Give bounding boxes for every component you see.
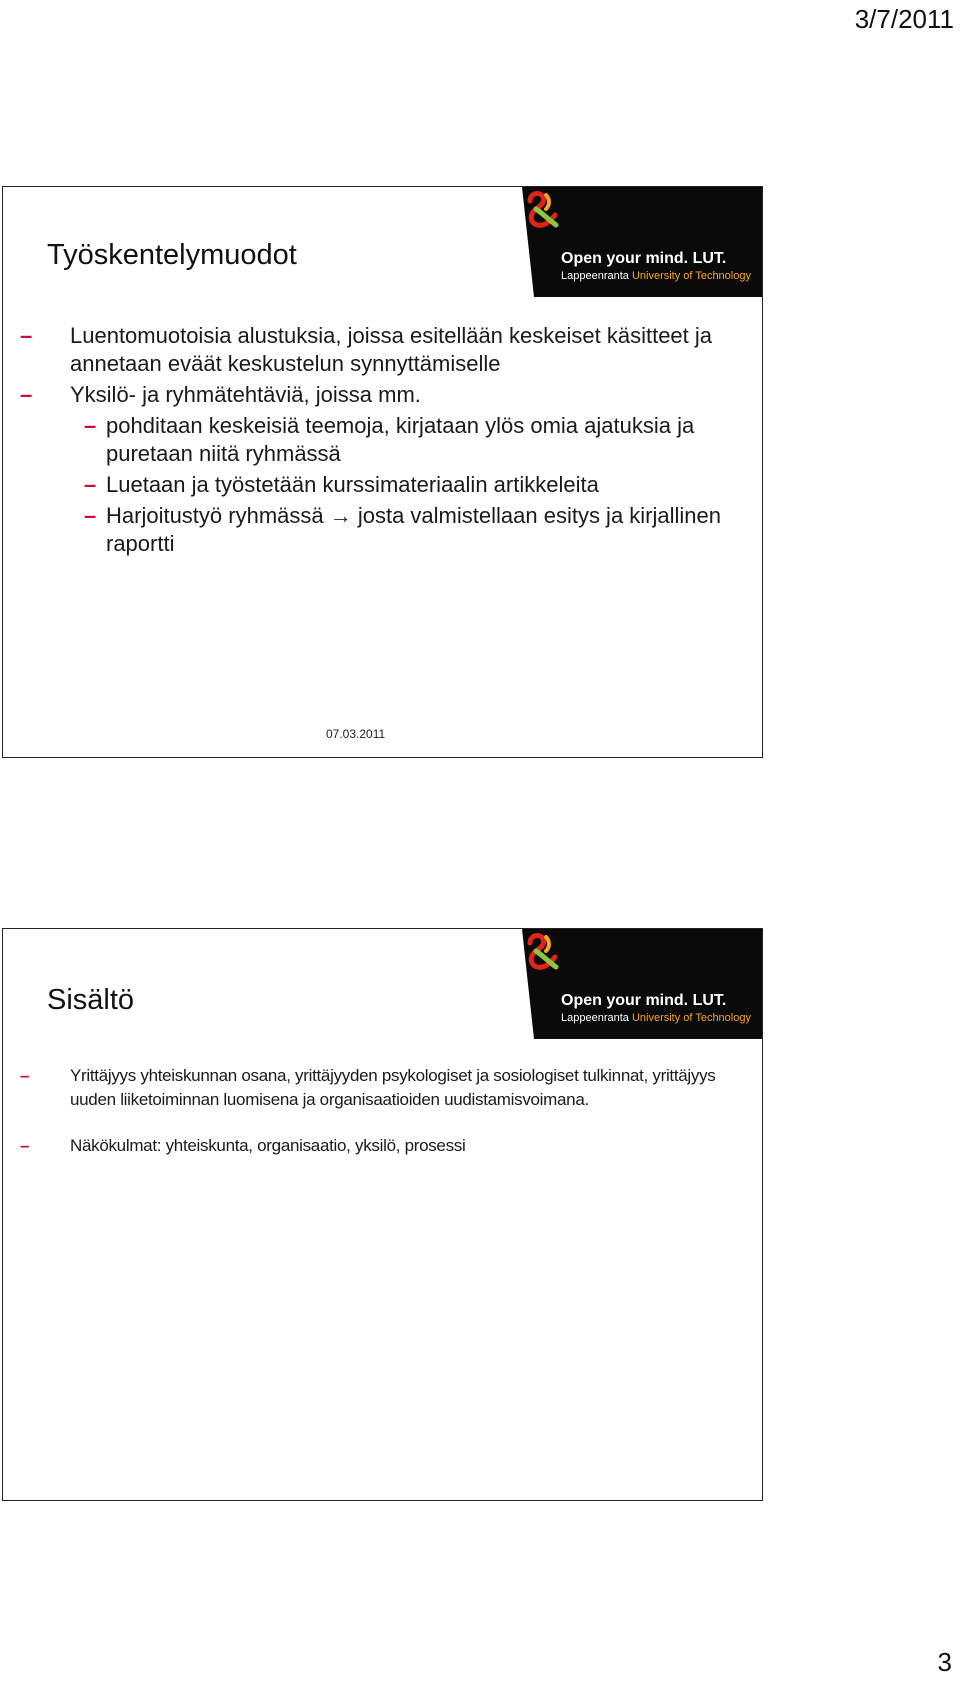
slide-sisalto (2, 928, 763, 1501)
list-item (3, 412, 762, 468)
logo-tagline: Open your mind. LUT. (561, 250, 727, 267)
bullet-dash: – (20, 1136, 30, 1155)
bullet-text: Näkökulmat: yhteiskunta, organisaatio, yksilö, prosessi (70, 1136, 466, 1155)
bullet-text: Yksilö- ja ryhmätehtäviä, joissa mm. (70, 382, 421, 407)
bullet-text: Luetaan ja työstetään kurssimateriaalin artikkeleita (106, 472, 599, 497)
list-item (3, 1064, 762, 1112)
page-date: 3/7/2011 (854, 4, 954, 34)
bullet-text: Luentomuotoisia alustuksia, joissa esitellään keskeiset käsitteet ja annetaan eväät keskustelun synnyttämiselle (70, 323, 713, 376)
bullet-dash: – (20, 1066, 30, 1085)
lut-logo-banner (522, 929, 762, 1039)
bullet-text: Yrittäjyys yhteiskunnan osana, yrittäjyyden psykologiset ja sosiologiset tulkinnat, yrittäjyys uuden liiketoiminnan luomisena ja organisaatioiden uudistamisvoimana. (70, 1066, 716, 1109)
bullet-dash: – (20, 323, 33, 348)
logo-university-label: University of Technology (631, 270, 751, 282)
bullet-list (3, 322, 762, 561)
list-item (3, 502, 762, 558)
bullet-dash: – (84, 503, 97, 528)
logo-tagline: Open your mind. LUT. (561, 992, 727, 1009)
logo-university-label: University of Technology (631, 1012, 751, 1024)
list-item (3, 1134, 762, 1158)
bullet-text: pohditaan keskeisiä teemoja, kirjataan ylös omia ajatuksia ja puretaan niitä ryhmässä (106, 413, 695, 466)
bullet-text: Harjoitustyö ryhmässä → josta valmistellaan esitys ja kirjallinen raportti (106, 503, 722, 556)
logo-university-name (561, 1012, 751, 1024)
ampersand-logo-icon (522, 929, 562, 971)
bullet-dash: – (84, 413, 97, 438)
list-item (3, 471, 762, 499)
list-item (3, 381, 762, 409)
logo-university-city: Lappeenranta (561, 270, 632, 282)
lut-logo-banner (522, 187, 762, 297)
bullet-list (3, 1064, 762, 1158)
page-number: 3 (937, 1647, 952, 1677)
slide-date: 07.03.2011 (326, 727, 386, 741)
slide-tyoskentelymuodot (2, 186, 763, 758)
ampersand-logo-icon (522, 187, 562, 229)
slide-title: Sisältö (47, 984, 135, 1016)
bullet-dash: – (84, 472, 97, 497)
logo-university-name (561, 270, 751, 282)
slide-title: Työskentelymuodot (47, 239, 297, 271)
bullet-dash: – (20, 382, 33, 407)
logo-university-city: Lappeenranta (561, 1012, 632, 1024)
list-item (3, 322, 762, 378)
